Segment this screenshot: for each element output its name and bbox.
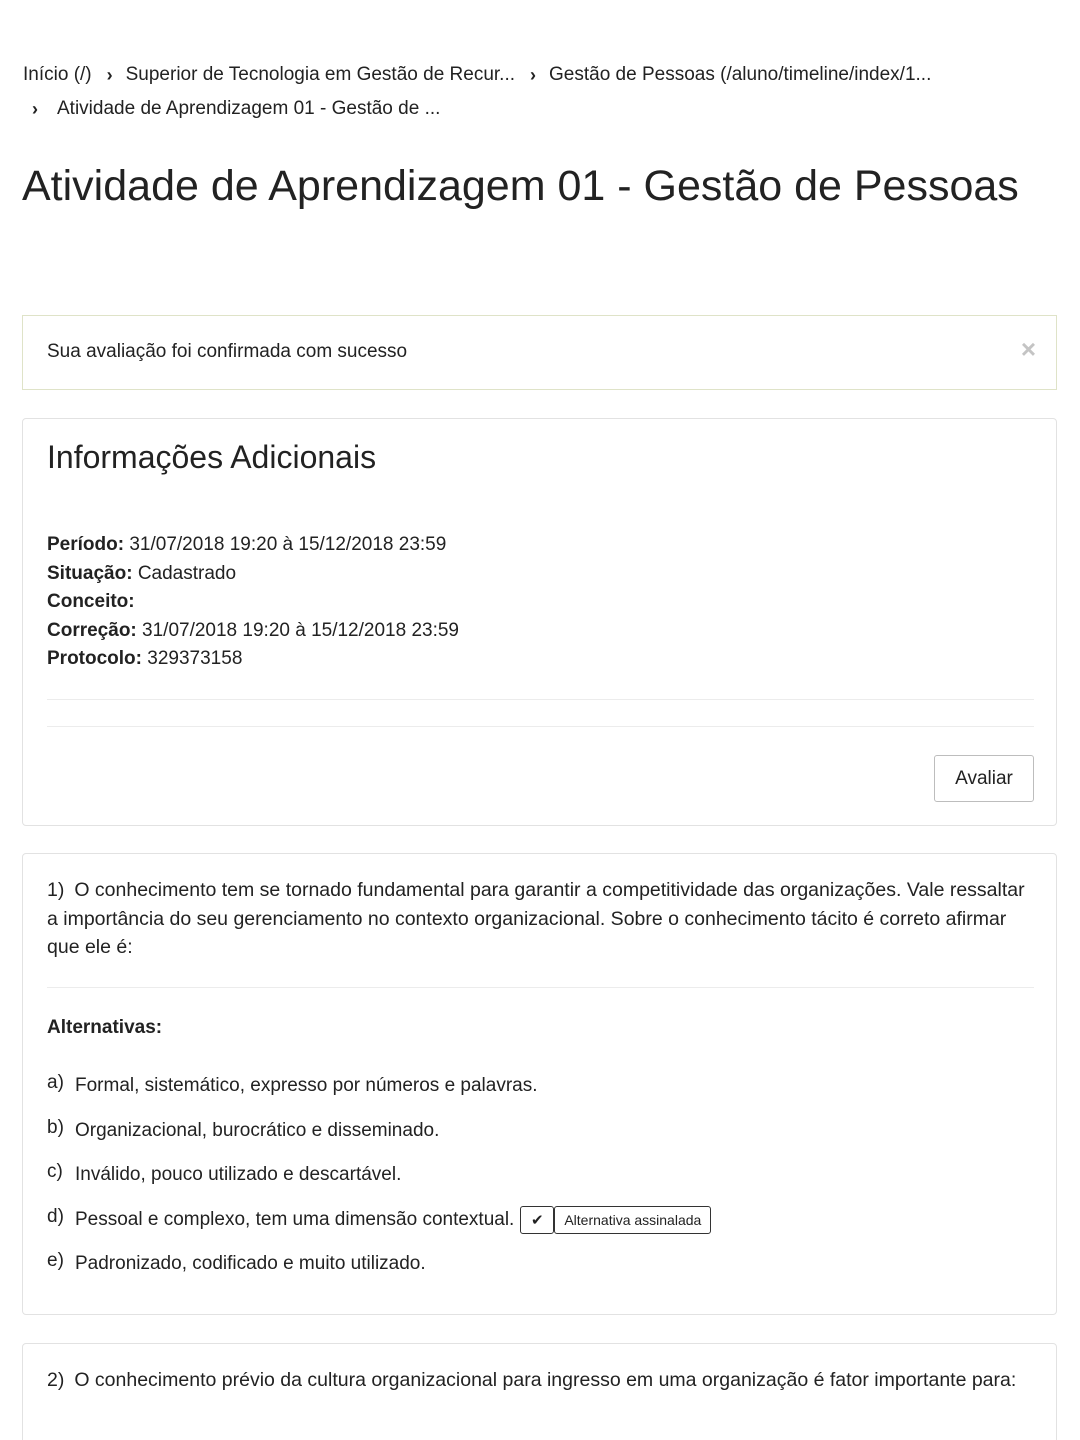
breadcrumb-link-course[interactable]: Superior de Tecnologia em Gestão de Recur...	[125, 64, 516, 85]
question-text	[47, 876, 1026, 962]
selected-badge	[520, 1206, 711, 1234]
selected-badge-label: Alternativa assinalada	[554, 1206, 711, 1234]
info-row-protocolo	[47, 645, 459, 674]
breadcrumb	[23, 58, 1058, 126]
alternatives-list	[47, 1064, 711, 1287]
question-text	[47, 1366, 1026, 1395]
alternative-d[interactable]	[47, 1198, 711, 1243]
info-label: Período:	[47, 534, 125, 555]
breadcrumb-link-discipline[interactable]: Gestão de Pessoas (/aluno/timeline/index/1...	[549, 64, 932, 85]
info-value: Cadastrado	[137, 562, 237, 584]
info-row-periodo	[47, 531, 459, 560]
avaliar-button[interactable]: Avaliar	[934, 755, 1034, 802]
info-label: Situação:	[47, 562, 133, 584]
alternative-text: Pessoal e complexo, tem uma dimensão contextual.	[75, 1208, 515, 1230]
info-card	[22, 418, 1057, 826]
breadcrumb-link-inicio[interactable]: Início (/)	[23, 64, 92, 85]
info-title: Informações Adicionais	[47, 439, 377, 475]
info-label: Protocolo:	[47, 648, 142, 669]
alternative-text: Formal, sistemático, expresso por números e palavras.	[75, 1075, 538, 1097]
alternative-a[interactable]	[47, 1064, 711, 1109]
alternative-letter: c)	[47, 1161, 63, 1183]
alternative-letter: b)	[47, 1116, 64, 1138]
alternative-b[interactable]	[47, 1109, 711, 1154]
question-statement: O conhecimento tem se tornado fundamental para garantir a competitividade das organizações. Vale ressaltar a importância do seu gerenciamento no contexto organizacional. Sobre o conhecimento tácito é correto afirmar que ele é:	[47, 879, 1025, 958]
breadcrumb-row	[23, 58, 1058, 92]
alternative-letter: e)	[47, 1250, 64, 1272]
info-row-situacao	[47, 560, 459, 589]
alternative-text: Organizacional, burocrático e disseminado.	[75, 1119, 440, 1141]
success-alert	[22, 315, 1057, 390]
breadcrumb-row	[23, 92, 1058, 126]
alternative-text: Padronizado, codificado e muito utilizado.	[75, 1253, 426, 1275]
info-label: Correção:	[47, 619, 137, 641]
info-value: 329373158	[147, 648, 243, 669]
question-number: 1)	[47, 879, 65, 901]
info-row-correcao	[47, 617, 459, 646]
info-label: Conceito:	[47, 591, 135, 612]
alternatives-heading: Alternativas:	[47, 1017, 163, 1038]
question-card	[22, 853, 1057, 1315]
breadcrumb-current: Atividade de Aprendizagem 01 - Gestão de ...	[57, 98, 441, 119]
check-icon: ✔	[520, 1206, 554, 1234]
info-row-conceito	[47, 588, 459, 617]
info-value: 31/07/2018 19:20 à 15/12/2018 23:59	[142, 619, 459, 641]
info-value: 31/07/2018 19:20 à 15/12/2018 23:59	[129, 534, 447, 555]
alert-message: Sua avaliação foi confirmada com sucesso	[47, 341, 408, 362]
question-statement: O conhecimento prévio da cultura organizacional para ingresso em uma organização é fator importante para:	[74, 1369, 1017, 1391]
chevron-right-icon: ›	[32, 98, 38, 119]
alternative-e[interactable]	[47, 1242, 711, 1287]
divider	[47, 699, 1034, 700]
question-card	[22, 1343, 1057, 1440]
question-number: 2)	[47, 1369, 65, 1391]
alternative-letter: a)	[47, 1072, 64, 1094]
chevron-right-icon: ›	[106, 64, 113, 85]
divider	[47, 726, 1034, 727]
divider	[47, 987, 1034, 988]
chevron-right-icon: ›	[530, 64, 537, 85]
close-icon[interactable]: ×	[1020, 334, 1036, 364]
page-title: Atividade de Aprendizagem 01 - Gestão de Pessoas	[22, 162, 1019, 210]
alternative-c[interactable]	[47, 1153, 711, 1198]
alternative-letter: d)	[47, 1205, 64, 1227]
info-list	[47, 531, 459, 674]
alternative-text: Inválido, pouco utilizado e descartável.	[75, 1164, 402, 1186]
